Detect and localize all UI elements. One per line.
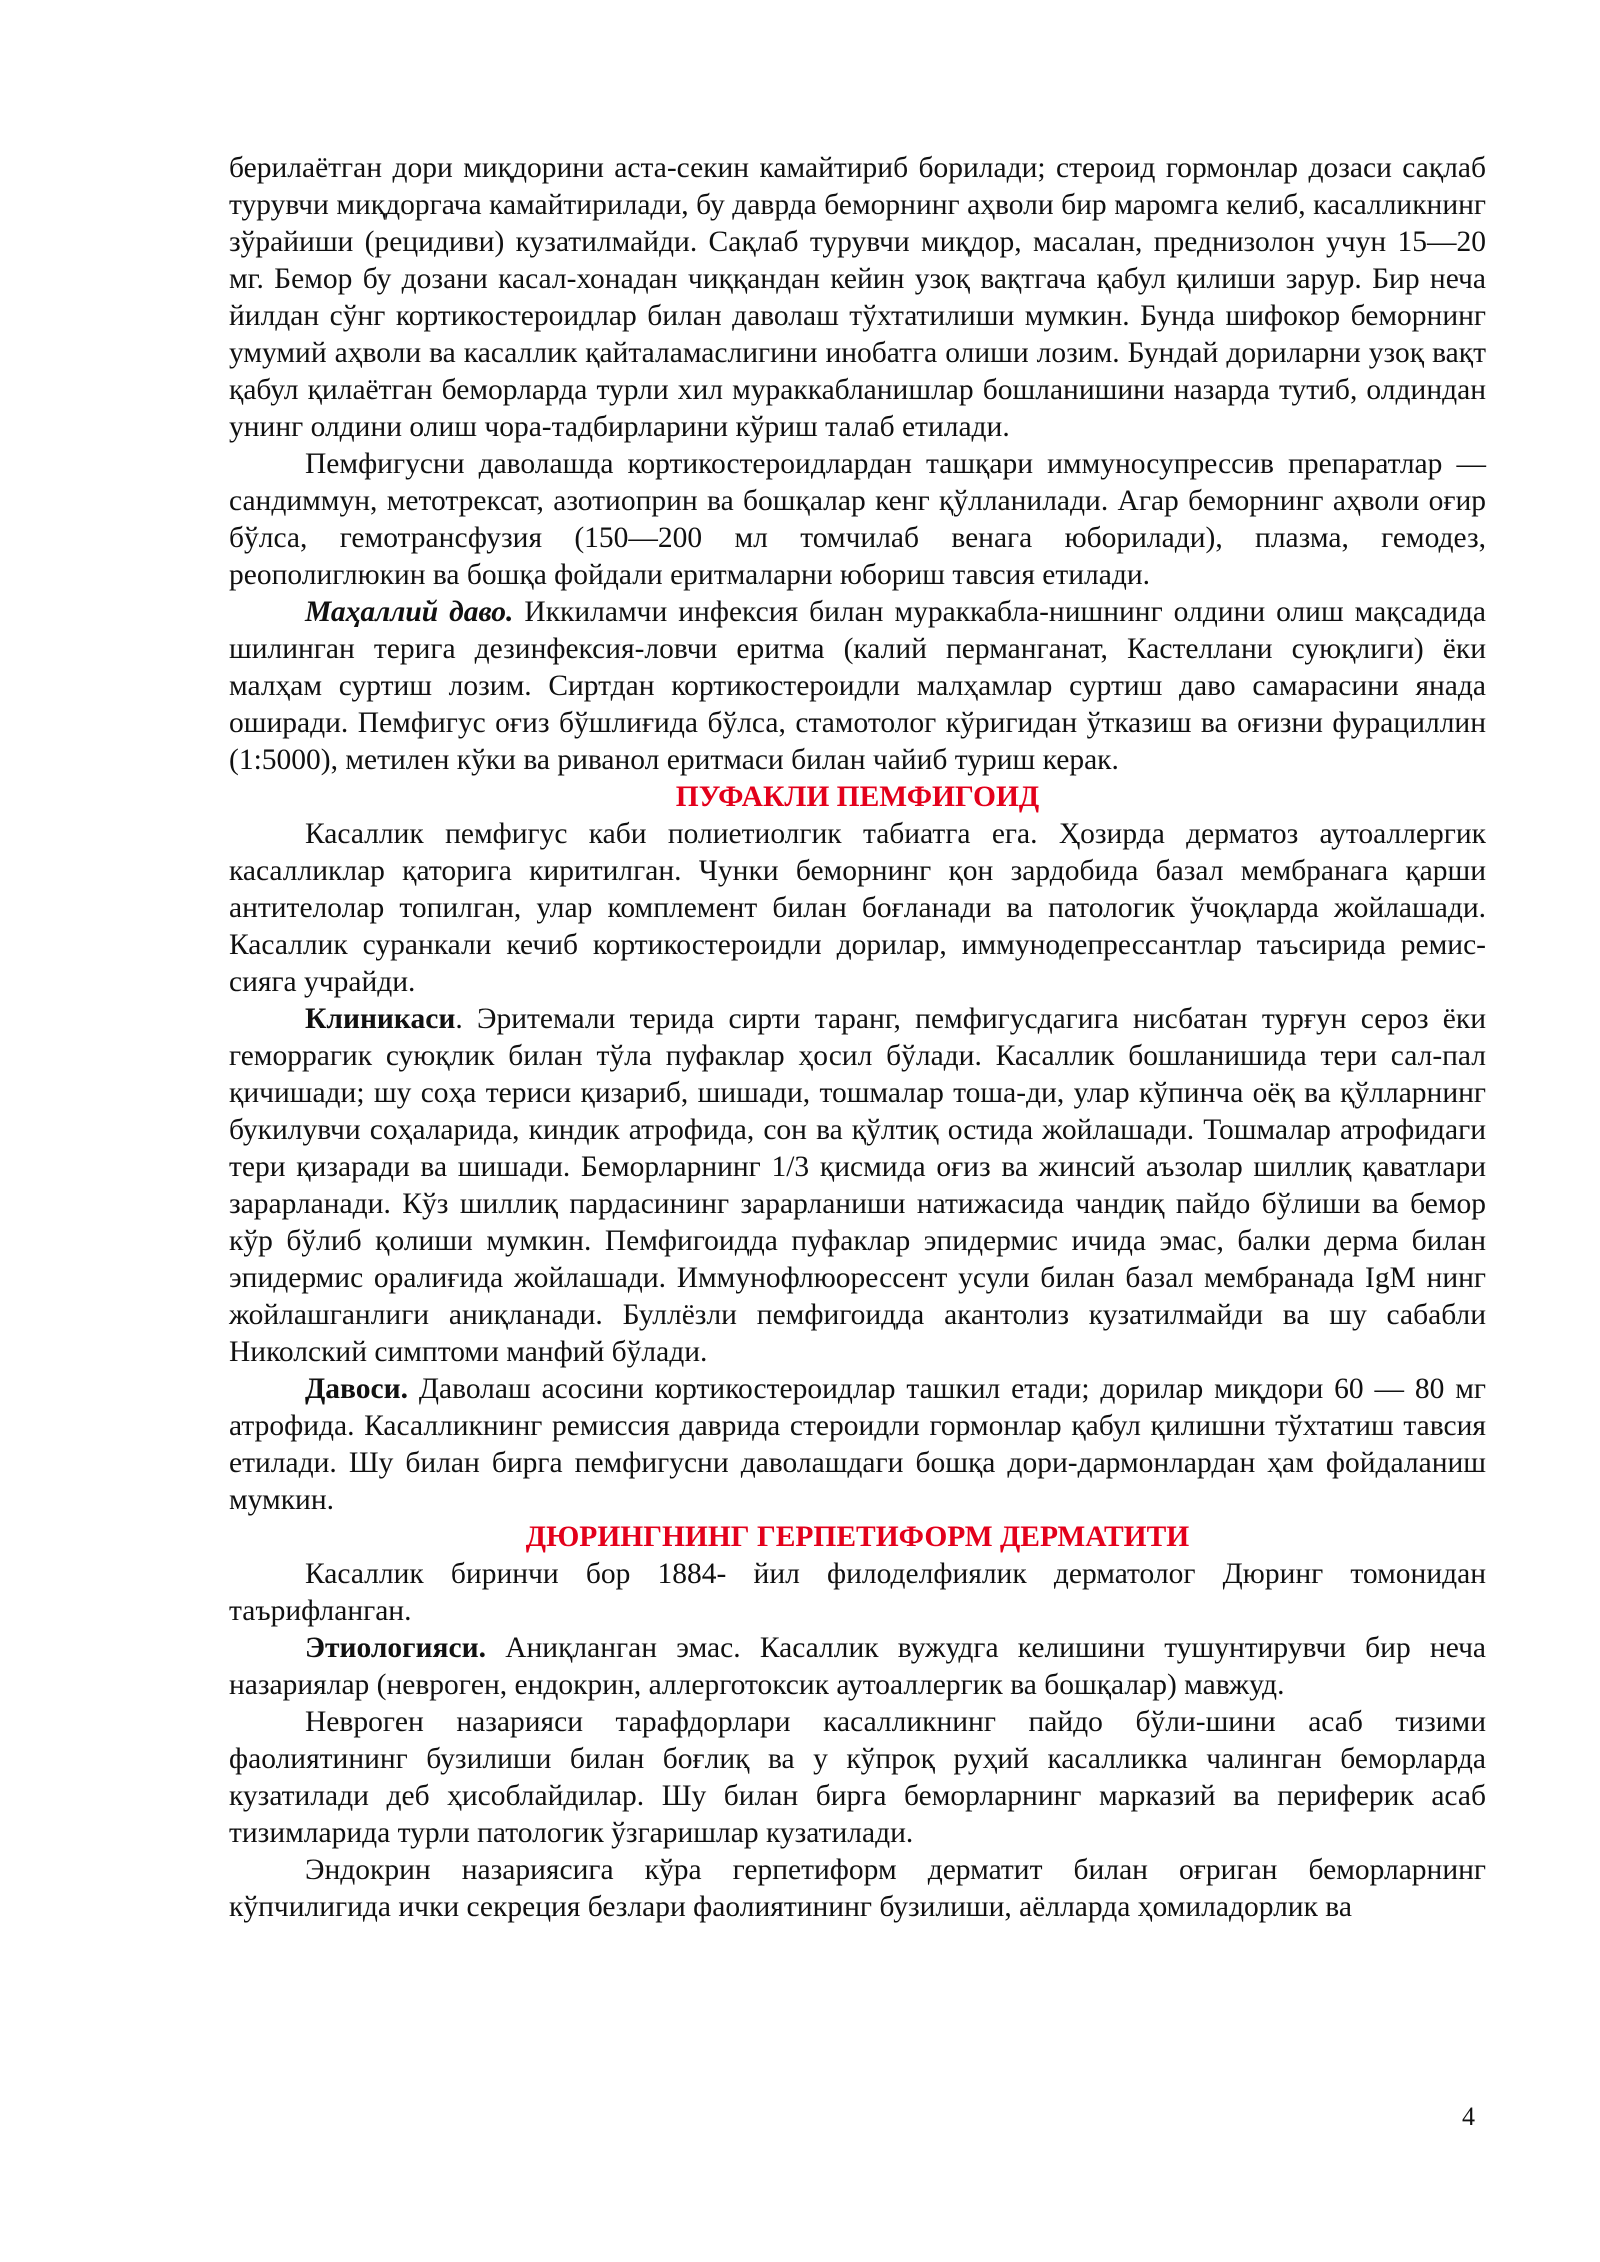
section-heading-bullous-pemphigoid: ПУФАКЛИ ПЕМФИГОИД (675, 781, 1040, 813)
paragraph-text: Даволаш асосини кортикостероидлар ташкил етади; дорилар миқдори 60 — 80 мг атрофида. Касалликнинг ремиссия даврида стероидли гормонлар қабул қилишни тўхтатиш тавсия етилади. Шу билан бирга пемфигусни даволашдаги бошқа дори-дармонлардан ҳам фойдаланиш мумкин. (229, 1373, 1486, 1516)
section-heading-duhring-dermatitis: ДЮРИНГНИНГ ГЕРПЕТИФОРМ ДЕРМАТИТИ (525, 1521, 1190, 1553)
run-in-heading-local-treatment: Маҳаллий даво. (305, 596, 514, 628)
paragraph-text: . Эритемали терида сирти таранг, пемфигусдагига нисбатан турғун сероз ёки геморрагик суюқлик билан тўла пуфаклар ҳосил бўлади. Касаллик бошланишида тери сал-пал қичишади; шу соҳа териси қизариб, шишади, тошмалар тоша-ди, улар кўпинча оёқ ва қўлларнинг букилувчи соҳаларида, киндик атрофида, сон ва қўлтиқ остида жойлашади. Тошмалар атрофидаги тери қизаради ва шишади. Беморларнинг 1/3 қисмида оғиз ва жинсий аъзолар шиллиқ қаватлари зарарланади. Кўз шиллиқ пардасининг зарарланиши натижасида чандиқ пайдо бўлиши ва бемор кўр бўлиб қолиши мумкин. Пемфигоидда пуфаклар эпидермис ичида эмас, балки дерма билан эпидермис оралиғида жойлашади. Иммунофлюорессент усули билан базал мембранада IgM нинг жойлашганлиги аниқланади. Буллёзли пемфигоидда акантолиз кузатилмайди ва шу сабабли Николский симптоми манфий бўлади. (229, 1003, 1486, 1368)
paragraph-continuation: берилаётган дори миқдорини аста-секин камайтириб борилади; стероид гормонлар дозаси сақлаб турувчи миқдоргача камайтирилади, бу даврда беморнинг аҳволи бир маромга келиб, касалликнинг зўрайиши (рецидиви) кузатилмайди. Сақлаб турувчи миқдор, масалан, преднизолон учун 15—20 мг. Бемор бу дозани касал-хонадан чиққандан кейин узоқ вақтгача қабул қилиши зарур. Бир неча йилдан сўнг кортикостероидлар билан даволаш тўхтатилиши мумкин. Бунда шифокор беморнинг умумий аҳволи ва касаллик қайталамаслигини инобатга олиши лозим. Бундай дориларни узоқ вақт қабул қилаётган беморларда турли хил мураккабланишлар бошланишини назарда тутиб, олдиндан унинг олдини олиш чора-тадбирларини кўриш талаб етилади. (229, 152, 1486, 443)
run-in-heading-treatment: Давоси. (305, 1373, 408, 1405)
paragraph-local-treatment (229, 594, 1486, 779)
paragraph-neurogenic-theory: Неврогeн назарияси тарафдорлари касалликнинг пайдо бўли-шини асаб тизими фаолиятининг бузилиши билан боғлиқ ва у кўпроқ руҳий касалликка чалинган беморларда кузатилади деб ҳисоблайдилар. Шу билан бирга беморларнинг марказий ва периферик асаб тизимларида турли патологик ўзгаришлар кузатилади. (229, 1706, 1486, 1849)
paragraph-immunosuppressive: Пемфигусни даволашда кортикостероидлардан ташқари иммуносупрессив препаратлар — сандиммун, метотрексат, азотиоприн ва бошқалар кенг қўлланилади. Агар беморнинг аҳволи оғир бўлса, гемотрансфузия (150—200 мл томчилаб венага юборилади), плазма, гемодез, реополиглюкин ва бошқа фойдали еритмаларни юбориш тавсия етилади. (229, 448, 1486, 591)
run-in-heading-clinical: Клиникаси (305, 1003, 456, 1035)
page-number: 4 (1462, 2102, 1475, 2131)
paragraph-text: Иккиламчи инфексия билан мураккабла-нишнинг олдини олиш мақсадида шилинган терига дезинфексия-ловчи еритма (калий перманганат, Кастеллани суюқлиги) ёки малҳам суртиш лозим. Сиртдан кортикостероидли малҳамлар суртиш даво самарасини янада оширади. Пемфигус оғиз бўшлиғида бўлса, стамотолог кўригидан ўтказиш ва оғизни фурациллин (1:5000), метилен кўки ва риванол еритмаси билан чайиб туриш керак. (229, 596, 1486, 776)
paragraph-duhring-intro: Касаллик биринчи бор 1884- йил филоделфиялик дерматолог Дюринг томонидан таърифланган. (229, 1558, 1486, 1627)
paragraph-pemphigoid-intro: Касаллик пемфигус каби полиетиолгик табиатга ега. Ҳозирда дерматоз аутоаллергик касалликлар қаторига киритилган. Чунки беморнинг қон зардобида базал мембранага қарши антителолар топилган, улар комплемент билан боғланади ва патологик ўчоқларда жойлашади. Касаллик суранкали кечиб кортикостероидли дорилар, иммунодепрессантлар таъсирида ремис-сияга учрайди. (229, 818, 1486, 998)
run-in-heading-etiology: Этиологияси. (305, 1632, 486, 1664)
paragraph-text: Аниқланган эмас. Касаллик вужудга келишини тушунтирувчи бир неча назариялар (неврогeн, ендокрин, аллерготоксик аутоаллергик ва бошқалар) мавжуд. (229, 1632, 1486, 1701)
paragraph-treatment (229, 1371, 1486, 1519)
document-body (229, 150, 1486, 1926)
paragraph-clinical (229, 1001, 1486, 1371)
paragraph-etiology (229, 1630, 1486, 1704)
paragraph-endocrine-theory: Эндокрин назариясига кўра герпетиформ дерматит билан оғриган беморларнинг кўпчилигида ички секреция безлари фаолиятининг бузилиши, аёлларда ҳомиладорлик ва (229, 1854, 1486, 1923)
